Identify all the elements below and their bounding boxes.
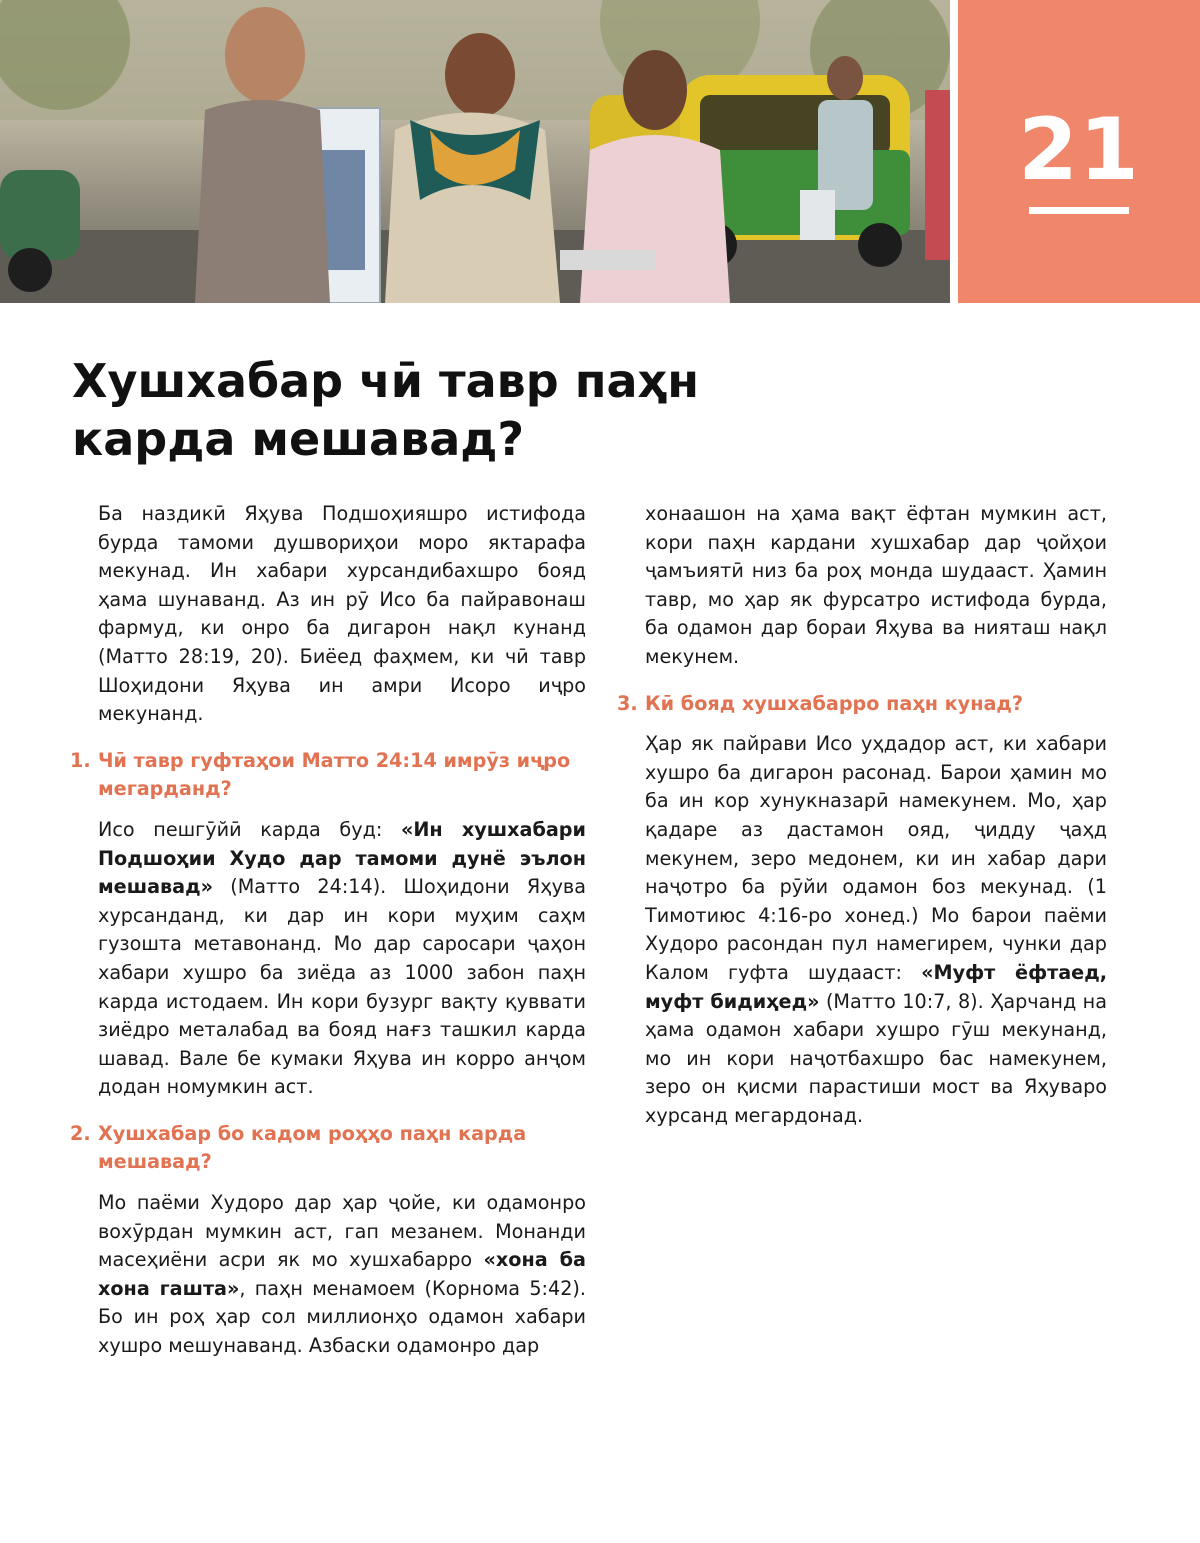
- left-column: [70, 500, 586, 1379]
- question-number: 2.: [70, 1121, 91, 1145]
- intro-paragraph: [98, 500, 586, 729]
- right-column: [617, 500, 1107, 1148]
- answer-paragraph-2-continued: хонаашон на ҳама вақт ёфтан мумкин аст, кори паҳн кардани хушхабар дар ҷойҳои ҷамъиятӣ низ ба роҳ монда шудааст. Ҳамин тавр, мо ҳар як фурсатро истифода бурда, ба одамон дар бораи Яҳува ва нияташ нақл мекунем.: [645, 502, 1107, 668]
- question-1: [70, 747, 586, 804]
- question-number: 1.: [70, 748, 91, 772]
- scripture-quote: «Ин хушхабари Подшоҳии Худо дар тамоми дунё эълон мешавад»: [98, 817, 586, 899]
- scripture-quote: «хона ба хона гашта»: [98, 1248, 586, 1300]
- lesson-number: 21: [1018, 100, 1140, 200]
- answer-text: Мо паёми Худоро дар ҳар ҷойе, ки одамонро вохӯрдан мумкин аст, гап мезанем. Монанди масеҳиёни асри як мо хушхабарро: [98, 1191, 586, 1272]
- question-text: Кӣ бояд хушхабарро паҳн кунад?: [645, 691, 1024, 715]
- question-2: [70, 1120, 586, 1177]
- intro-text: Ба наздикӣ Яҳува Подшоҳияшро истифода бурда тамоми душвориҳои моро яктарафа мекунад. Ин хабари хурсандибахшро бояд ҳама шунаванд. Аз ин рӯ Исо ба пайравонаш фармуд, ки онро ба дигарон нақл кунанд (Матто 28:19, 20). Биёед фаҳмем, ки чӣ тавр Шоҳидони Яҳува ин амри Исоро иҷро мекунанд.: [98, 502, 586, 726]
- street-scene-illustration: [0, 0, 950, 303]
- page-title: Хушхабар чӣ тавр паҳн карда мешавад?: [72, 354, 699, 466]
- answer-text: (Матто 24:14). Шоҳидони Яҳува хурсанданд, ки дар ин кори муҳим саҳм гузошта метавонанд. Мо дар саросари ҷаҳон хабари хушро ба зиёда аз 1000 забон паҳн карда истодаем. Ин кори бузург вақту қуввати зиёдро металабад ва бояд нағз ташкил карда шавад. Вале бе кумаки Яҳува ин корро анҷом додан номумкин аст.: [98, 875, 586, 1099]
- answer-text: (Матто 10:7, 8). Ҳарчанд на ҳама одамон хабари хушро гӯш мекунанд, мо ин кори наҷотбахшро бас намекунем, зеро он қисми парастиши мост ва Яҳуваро хурсанд мегардонад.: [645, 989, 1107, 1127]
- answer-text: Исо пешгӯйӣ карда буд:: [98, 817, 401, 841]
- answer-paragraph-3: [645, 730, 1107, 1130]
- header-photo: [0, 0, 950, 303]
- scripture-quote: «Муфт ёфтаед, муфт бидиҳед»: [645, 960, 1107, 1013]
- answer-text: Ҳар як пайрави Исо уҳдадор аст, ки хабари хушро ба дигарон расонад. Барои ҳамин мо ба ин кор хунукназарӣ намекунем. Мо, ҳар қадаре аз дастамон ояд, ҷидду ҷаҳд мекунем, зеро медонем, ки ин хабар дари наҷотро ба рӯйи одамон боз мекунад. (1 Тимотиюс 4:16-ро хонед.) Мо барои паёми Худоро расондан пул намегирем, чунки дар Калом гуфта шудааст:: [645, 732, 1107, 984]
- question-number: 3.: [617, 691, 638, 715]
- answer-text: , паҳн менамоем (Корнома 5:42). Бо ин роҳ ҳар сол миллионҳо одамон хабари хушро мешунаванд. Азбаски одамонро дар: [98, 1276, 586, 1358]
- lesson-number-underline: [1029, 207, 1129, 214]
- question-text: Чӣ тавр гуфтаҳои Матто 24:14 имрӯз иҷро мегарданд?: [98, 748, 571, 801]
- lesson-number-badge: [958, 0, 1200, 303]
- answer-paragraph-2: [98, 1189, 586, 1361]
- question-text: Хушхабар бо кадом роҳҳо паҳн карда мешавад?: [98, 1121, 527, 1174]
- answer-paragraph-1: [98, 816, 586, 1102]
- question-3: [617, 690, 1107, 719]
